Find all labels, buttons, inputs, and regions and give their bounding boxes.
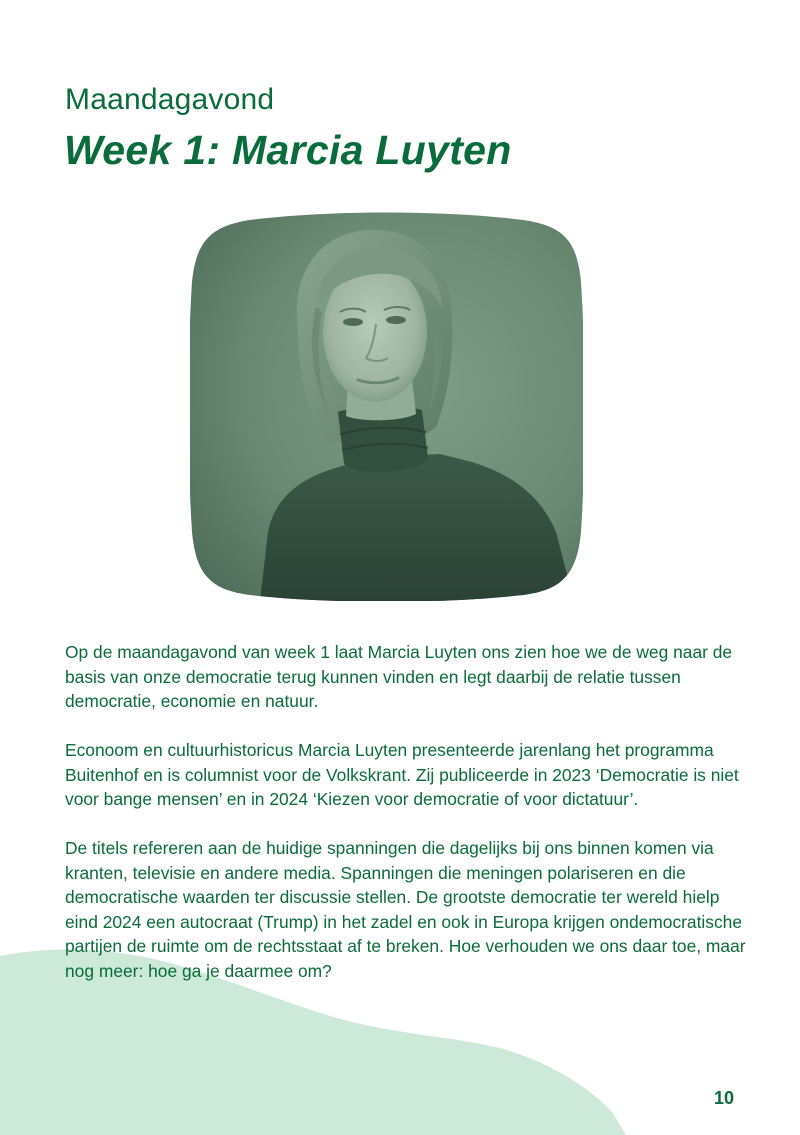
page-title: Week 1: Marcia Luyten bbox=[64, 127, 512, 173]
paragraph-bio: Econoom en cultuurhistoricus Marcia Luyten presenteerde jarenlang het programma Buitenhof en is columnist voor de Volkskrant. Zij publiceerde in 2023 ‘Democratie is niet voor bange mensen’ en in 2024 ‘Kiezen voor democratie of voor dictatuur’. bbox=[65, 740, 739, 809]
portrait-photo bbox=[190, 212, 583, 601]
section-kicker: Maandagavond bbox=[65, 83, 275, 116]
paragraph-context: De titels refereren aan de huidige spanningen die dagelijks bij ons binnen komen via kranten, televisie en andere media. Spanningen die meningen polariseren en die democratische waarden ter discussie stellen. De grootste democratie ter wereld hielp eind 2024 een autocraat (Trump) in het zadel en ook in Europa krijgen ondemocratische partijen de ruimte om de rechtsstaat af te breken. Hoe verhouden we ons daar toe, maar nog meer: hoe ga je daarmee om? bbox=[65, 838, 746, 981]
body-text bbox=[65, 640, 755, 1008]
paragraph-intro: Op de maandagavond van week 1 laat Marcia Luyten ons zien hoe we de weg naar de basis van onze democratie terug kunnen vinden en legt daarbij de relatie tussen democratie, economie en natuur. bbox=[65, 642, 733, 711]
page-number: 10 bbox=[714, 1088, 735, 1108]
